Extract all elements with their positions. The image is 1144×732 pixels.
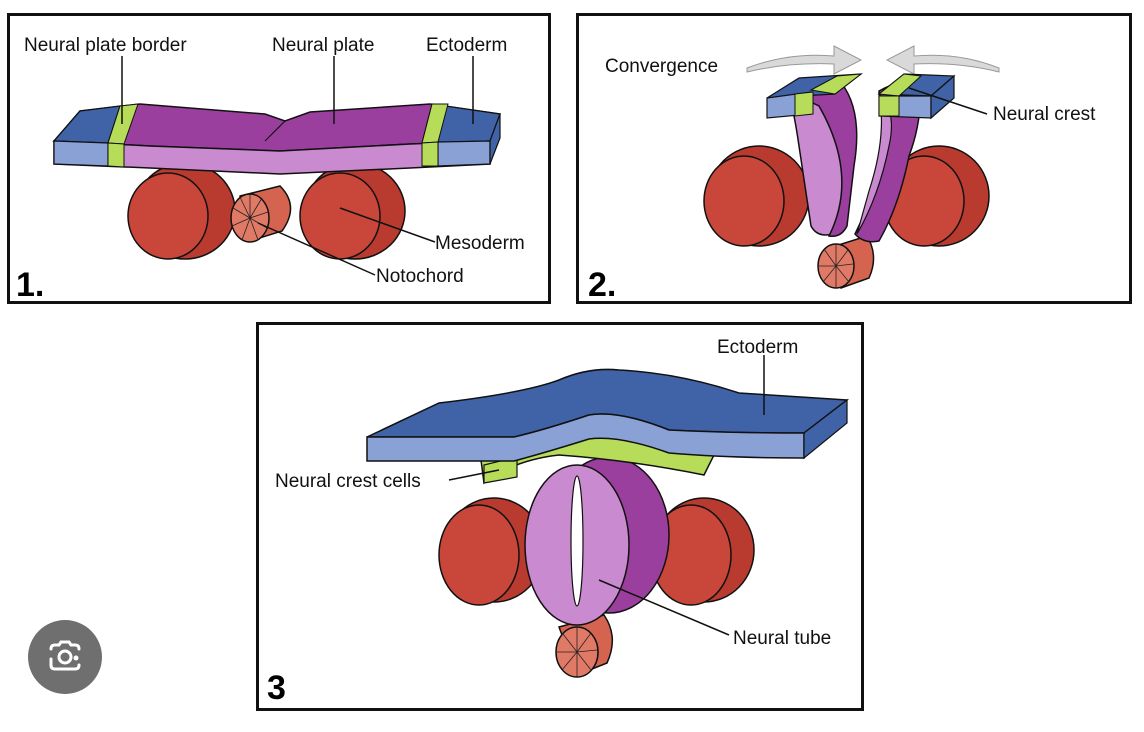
label-notochord: Notochord — [376, 266, 464, 287]
label-ectoderm: Ectoderm — [717, 337, 799, 358]
panel-1-diagram — [10, 16, 548, 301]
label-mesoderm: Mesoderm — [435, 233, 525, 254]
panel-neural-plate-stage — [7, 13, 551, 304]
panel-number: 3 — [267, 669, 286, 707]
label-neural-plate: Neural plate — [272, 35, 375, 56]
panel-3-diagram — [259, 325, 861, 708]
mesoderm-right — [300, 163, 405, 259]
label-neural-crest: Neural crest — [993, 104, 1096, 125]
panel-number: 1. — [16, 266, 45, 301]
panel-convergence-stage — [576, 13, 1132, 304]
label-ectoderm: Ectoderm — [426, 35, 508, 56]
visual-search-button[interactable] — [28, 620, 102, 694]
camera-search-icon — [45, 637, 85, 677]
mesoderm-left — [128, 163, 235, 259]
label-neural-crest-cells: Neural crest cells — [275, 471, 421, 492]
panel-neural-tube-stage — [256, 322, 864, 711]
panel-number: 2. — [588, 266, 617, 301]
mesoderm-left — [704, 146, 809, 246]
label-neural-tube: Neural tube — [733, 628, 832, 649]
convergence-arrows — [747, 46, 999, 74]
panel-2-diagram — [579, 16, 1129, 301]
notochord — [818, 236, 874, 288]
label-convergence: Convergence — [605, 56, 719, 77]
label-neural-plate-border: Neural plate border — [24, 35, 187, 56]
neural-crest-right — [879, 74, 954, 118]
plate-slab — [54, 104, 500, 174]
